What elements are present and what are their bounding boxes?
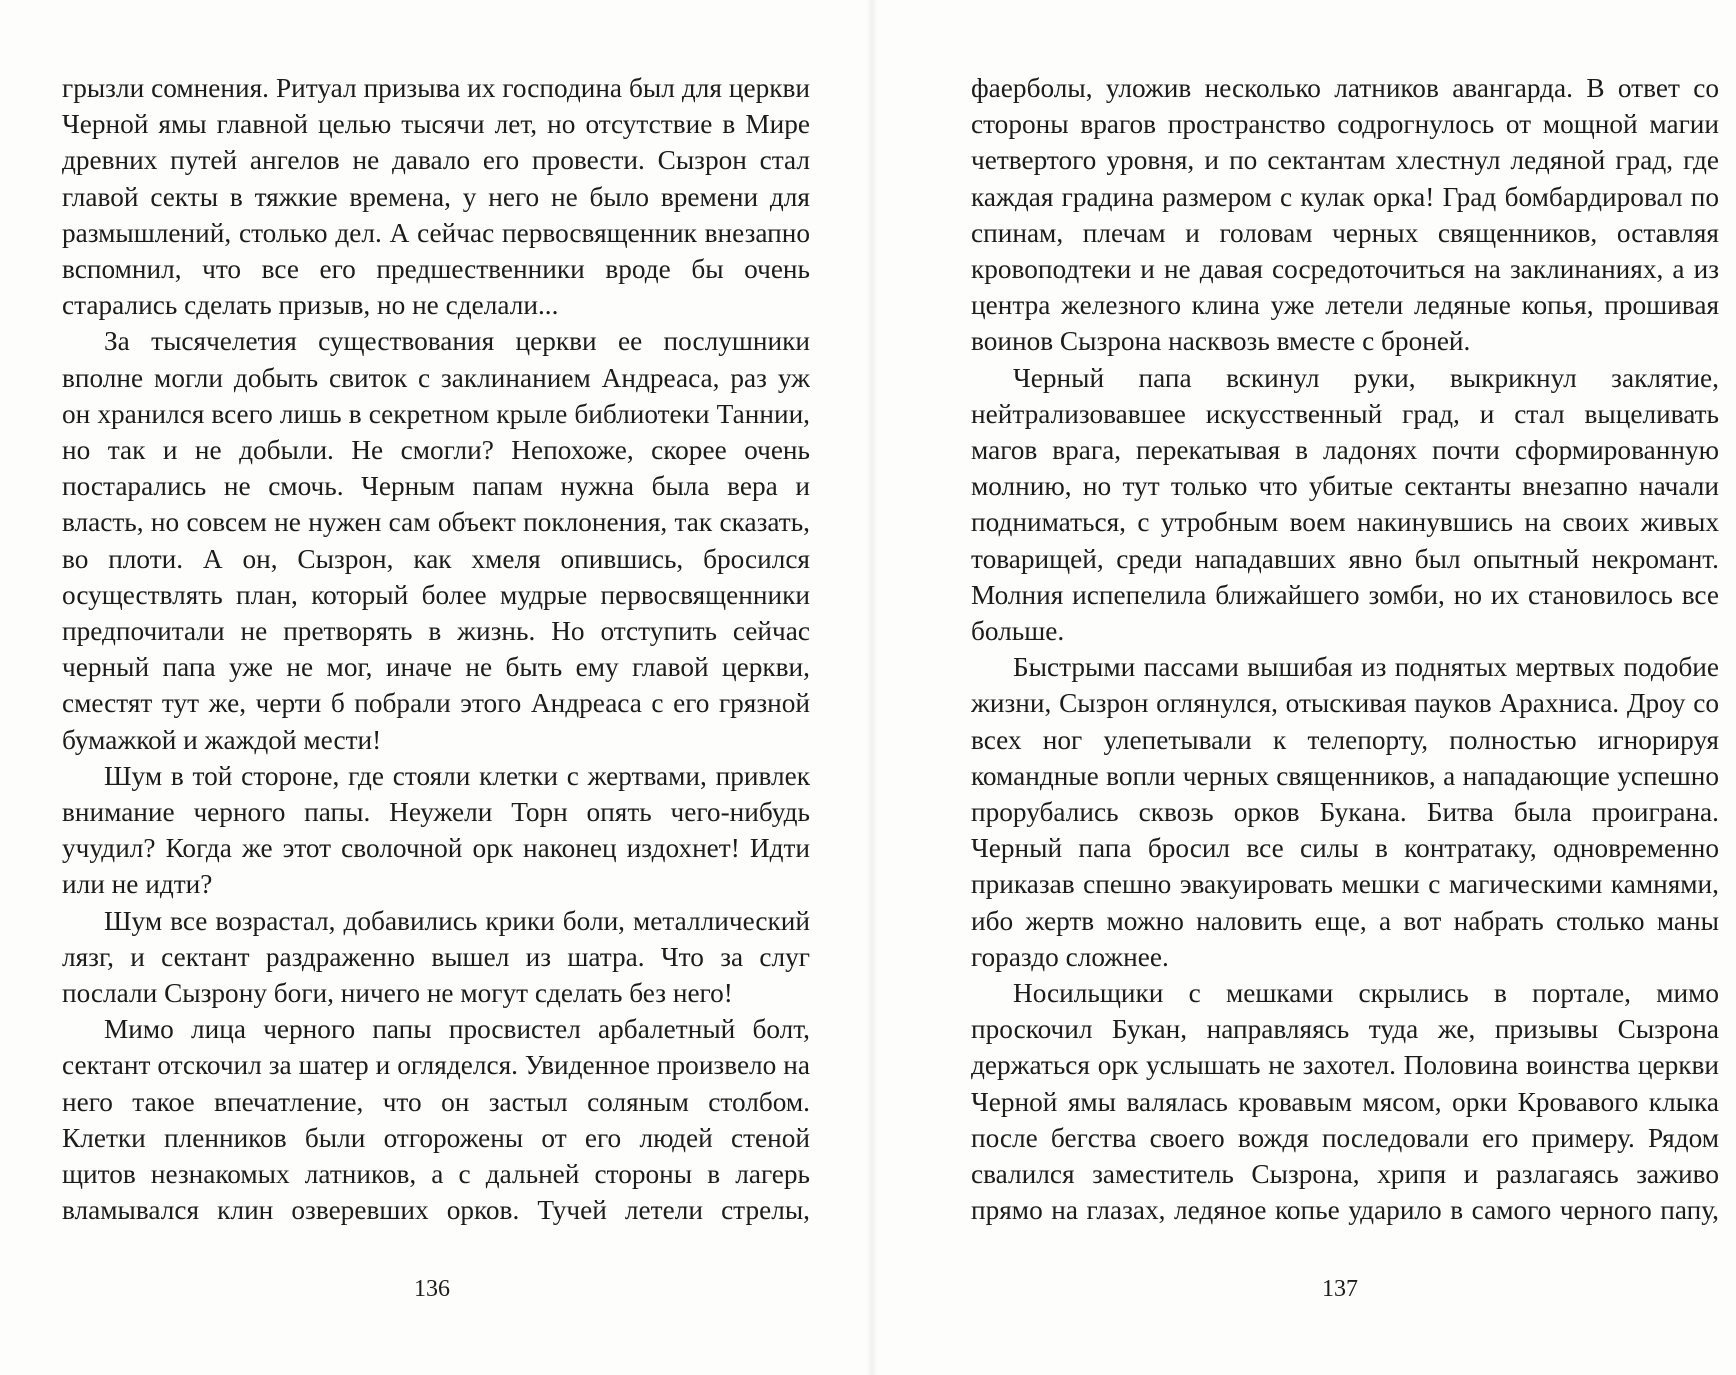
- paragraph: Носильщики с мешками скрылись в портале, мимо проскочил Букан, направляясь туда же, призывы Сызрона держаться орк услышать не захотел. Половина воинства церкви Черной ямы валялась кровавым мясом, орки Кровавого клыка после бегства своего вождя последовали его примеру. Рядом свалился заместитель Сызрона, хрипя и разлагаясь заживо прямо на глазах, ледяное копье ударило в самого черного папу,: [971, 978, 1719, 1226]
- left-page-text: [62, 70, 810, 1230]
- paragraph: Черный папа вскинул руки, выкрикнул заклятие, нейтрализовавшее искусственный град, и стал выцеливать магов врага, перекатывая в ладонях почти сформированную молнию, но тут только что убитые сектанты внезапно начали подниматься, с утробным воем накинувшись на своих живых товарищей, среди нападавших явно был опытный некромант. Молния испепелила ближайшего зомби, но их становилось все больше.: [971, 362, 1719, 647]
- paragraph: Быстрыми пассами вышибая из поднятых мертвых подобие жизни, Сызрон оглянулся, отыскивая пауков Арахниса. Дроу со всех ног улепетывали к телепорту, полностью игнорируя командные вопли черных священников, а нападающие успешно прорубались сквозь орков Букана. Битва была проиграна. Черный папа бросил все силы в контратаку, одновременно приказав спешно эвакуировать мешки с магическими камнями, ибо жертв можно наловить еще, а вот набрать столько маны гораздо сложнее.: [971, 652, 1719, 972]
- paragraph: фаерболы, уложив несколько латников авангарда. В ответ со стороны врагов пространство содрогнулось от мощной магии четвертого уровня, и по сектантам хлестнул ледяной град, где каждая градина размером с кулак орка! Град бомбардировал по спинам, плечам и головам черных священников, оставляя кровоподтеки и не давая сосредоточиться на заклинаниях, а из центра железного клина уже летели ледяные копья, прошивая воинов Сызрона насквозь вместе с броней.: [971, 73, 1719, 357]
- paragraph: Шум все возрастал, добавились крики боли, металлический лязг, и сектант раздраженно вышел из шатра. Что за слуг послали Сызрону боги, ничего не могут сделать без него!: [62, 905, 810, 1009]
- right-page-number: 137: [1322, 1276, 1358, 1302]
- paragraph: грызли сомнения. Ритуал призыва их господина был для церкви Черной ямы главной целью тысячи лет, но отсутствие в Мире древних путей ангелов не давало его провести. Сызрон стал главой секты в тяжкие времена, у него не было времени для размышлений, столько дел. А сейчас первосвященник внезапно вспомнил, что все его предшественники вроде бы очень старались сделать призыв, но не сделали...: [62, 73, 810, 321]
- paragraph: Мимо лица черного папы просвистел арбалетный болт, сектант отскочил за шатер и огляделся. Увиденное произвело на него такое впечатление, что он застыл соляным столбом. Клетки пленников были отгорожены от его людей стеной щитов незнакомых латников, а с дальней стороны в лагерь вламывался клин озверевших орков. Тучей летели стрелы,: [62, 1014, 810, 1226]
- book-gutter: [866, 0, 878, 1375]
- right-page-text: [971, 70, 1719, 1230]
- paragraph: Шум в той стороне, где стояли клетки с жертвами, привлек внимание черного папы. Неужели Торн опять чего-нибудь учудил? Когда же этот сволочной орк наконец издохнет! Идти или не идти?: [62, 760, 810, 900]
- paragraph: За тысячелетия существования церкви ее послушники вполне могли добыть свиток с заклинанием Андреаса, раз уж он хранился всего лишь в секретном крыле библиотеки Таннии, но так и не добыли. Не смогли? Непохоже, скорее очень постарались не смочь. Черным папам нужна была вера и власть, но совсем не нужен сам объект поклонения, так сказать, во плоти. А он, Сызрон, как хмеля опившись, бросился осуществлять план, который более мудрые первосвященники предпочитали не претворять в жизнь. Но отступить сейчас черный папа уже не мог, иначе не быть ему главой церкви, сместят тут же, черти б побрали этого Андреаса с его грязной бумажкой и жаждой мести!: [62, 326, 810, 755]
- left-page-number: 136: [414, 1276, 450, 1302]
